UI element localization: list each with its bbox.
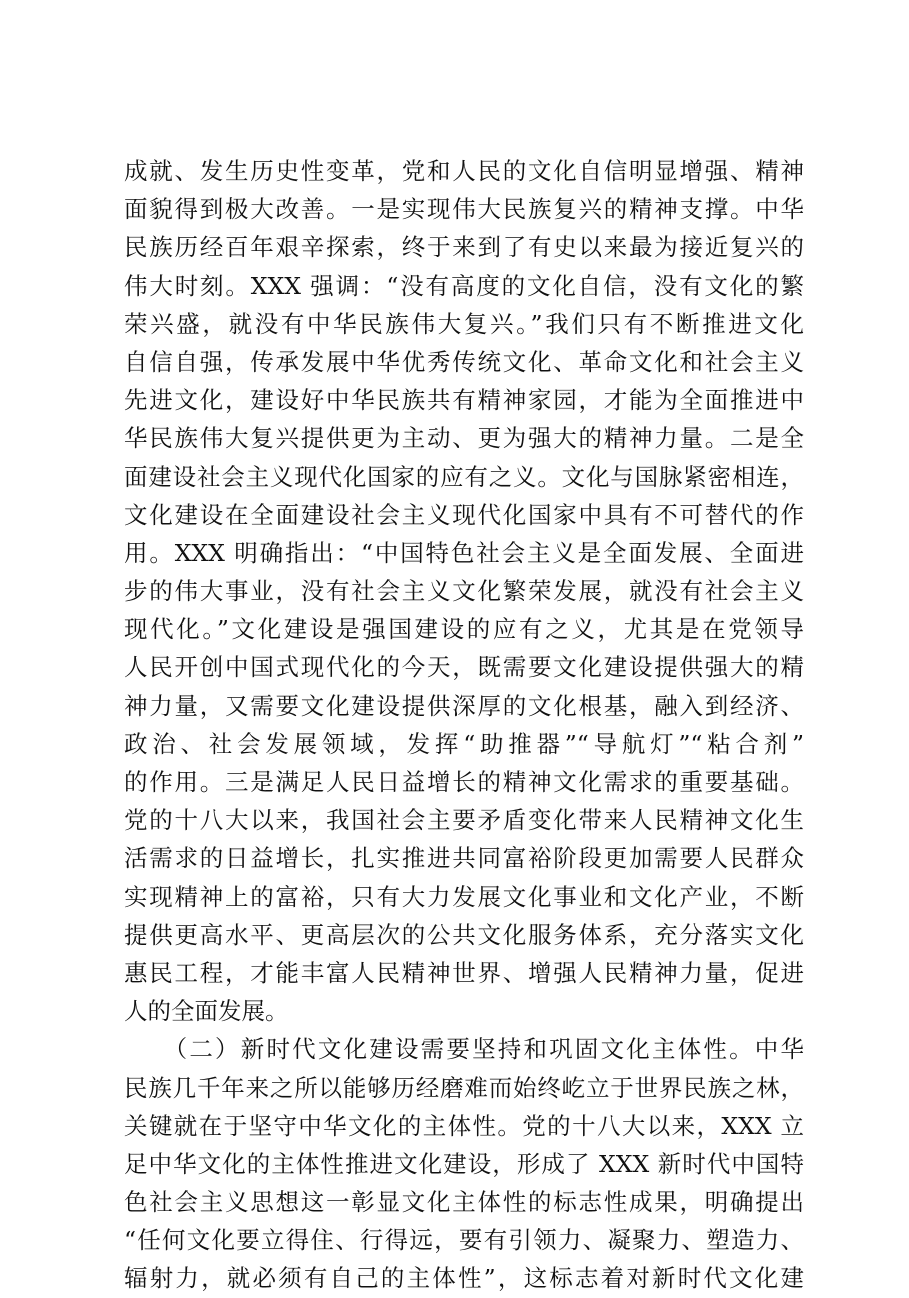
text-line: “任何文化要立得住、行得远，要有引领力、凝聚力、塑造力、 (124, 1226, 804, 1255)
text-line: 民族几千年来之所以能够历经磨难而始终屹立于世界民族之林， (124, 1073, 804, 1102)
text-line: 活需求的日益增长，扎实推进共同富裕阶段更加需要人民群众 (124, 844, 804, 873)
text-line: 荣兴盛，就没有中华民族伟大复兴。”我们只有不断推进文化 (124, 309, 804, 338)
text-line: 色社会主义思想这一彰显文化主体性的标志性成果，明确提出 (124, 1188, 804, 1217)
paragraph-end-line: 人的全面发展。 (124, 997, 289, 1026)
text-line: 先进文化，建设好中华民族共有精神家园，才能为全面推进中 (124, 386, 804, 415)
text-line: 党的十八大以来，我国社会主要矛盾变化带来人民精神文化生 (124, 806, 804, 835)
body-text (124, 152, 804, 1298)
text-line: 步的伟大事业，没有社会主义文化繁荣发展，就没有社会主义 (124, 577, 804, 606)
text-line: 伟大时刻。XXX 强调：“没有高度的文化自信，没有文化的繁 (124, 271, 804, 300)
text-line: 神力量，又需要文化建设提供深厚的文化根基，融入到经济、 (124, 691, 804, 720)
text-line: 民族历经百年艰辛探索，终于来到了有史以来最为接近复兴的 (124, 233, 804, 262)
text-line: 人民开创中国式现代化的今天，既需要文化建设提供强大的精 (124, 653, 804, 682)
text-line: 提供更高水平、更高层次的公共文化服务体系，充分落实文化 (124, 920, 804, 949)
text-line: 足中华文化的主体性推进文化建设，形成了 XXX 新时代中国特 (124, 1149, 804, 1178)
text-line: 的作用。三是满足人民日益增长的精神文化需求的重要基础。 (124, 768, 804, 796)
text-line: 面建设社会主义现代化国家的应有之义。文化与国脉紧密相连， (124, 462, 804, 491)
text-line: 惠民工程，才能丰富人民精神世界、增强人民精神力量，促进 (124, 958, 804, 987)
text-line: 成就、发生历史性变革，党和人民的文化自信明显增强、精神 (124, 157, 804, 185)
text-line: 现代化。”文化建设是强国建设的应有之义，尤其是在党领导 (124, 615, 804, 644)
text-line: 文化建设在全面建设社会主义现代化国家中具有不可替代的作 (124, 500, 804, 529)
text-line: 用。XXX 明确指出：“中国特色社会主义是全面发展、全面进 (124, 538, 804, 567)
section-heading-line: （二）新时代文化建设需要坚持和巩固文化主体性。中华 (124, 1035, 804, 1064)
text-line: 政治、社会发展领域，发挥“助推器”“导航灯”“粘合剂” (124, 729, 804, 758)
text-line: 面貌得到极大改善。一是实现伟大民族复兴的精神支撑。中华 (124, 195, 804, 224)
text-line: 华民族伟大复兴提供更为主动、更为强大的精神力量。二是全 (124, 424, 804, 453)
text-line: 自信自强，传承发展中华优秀传统文化、革命文化和社会主义 (124, 347, 804, 376)
text-line: 实现精神上的富裕，只有大力发展文化事业和文化产业，不断 (124, 882, 804, 911)
text-line: 辐射力，就必须有自己的主体性”，这标志着对新时代文化建 (124, 1264, 804, 1293)
text-line: 关键就在于坚守中华文化的主体性。党的十八大以来，XXX 立 (124, 1111, 804, 1140)
